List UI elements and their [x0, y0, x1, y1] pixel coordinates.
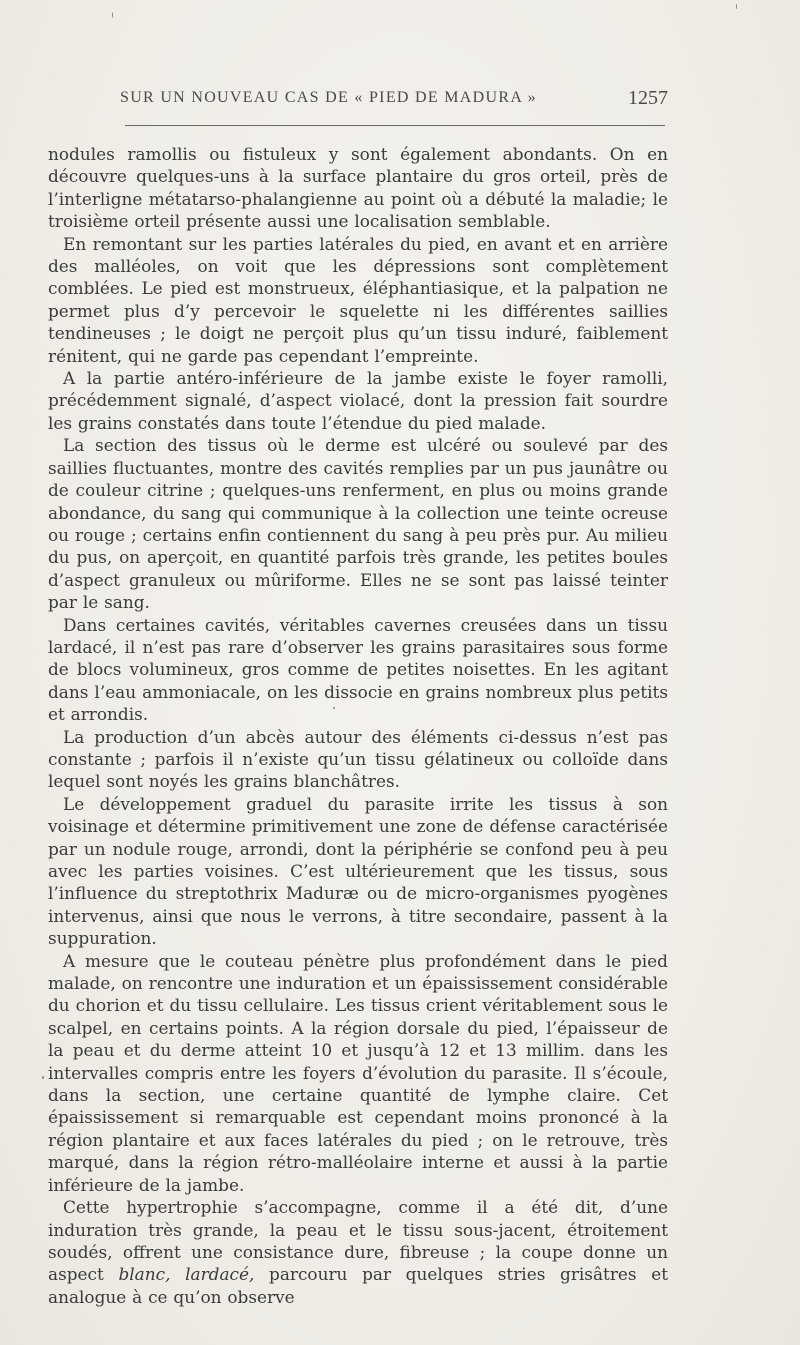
paragraph: A mesure que le couteau pénètre plus profondément dans le pied malade, on rencontre une induration et un épaississement considérable du chorion et du tissu cellulaire. Les tissus crient véritablement sous le scalpel, en certains points. A la région dorsale du pied, l’épaisseur de la peau et du derme atteint 10 et jusqu’à 12 et 13 millim. dans les intervalles compris entre les foyers d’évolution du parasite. Il s’écoule, dans la section, une certaine quantité de lymphe claire. Cet épaississement si remarquable est cependant moins prononcé à la région plantaire et aux faces latérales du pied ; on le retrouve, très marqué, dans la région rétro-malléolaire interne et aussi à la partie inférieure de la jambe.: [48, 950, 668, 1195]
paper-speck: [112, 12, 113, 18]
paper-speck: [736, 4, 737, 9]
paper-speck: [42, 1076, 44, 1079]
text-before-italic: Cette hypertrophie s’accompagne, comme il a été dit, d’une induration très grande, la peau et le tissu sous-jacent, étroitement soudés, offrent une consistance dure, fibreuse ; la coupe donne un aspect: [48, 1197, 668, 1285]
paragraph: En remontant sur les parties latérales du pied, en avant et en arrière des malléoles, on voit que les dépressions sont complètement comblées. Le pied est monstrueux, éléphantiasique, et la palpation ne permet plus d’y percevoir le squelette ni les différentes saillies tendineuses ; le doigt ne perçoit plus qu’un tissu induré, faiblement rénitent, qui ne garde pas cependant l’empreinte.: [48, 233, 668, 366]
text-after-italic: parcouru par quelques stries grisâtres et analogue à ce qu’on observe: [48, 1264, 668, 1307]
paragraph: Le développement graduel du parasite irrite les tissus à son voisinage et détermine primitivement une zone de défense caractérisée par un nodule rouge, arrondi, dont la périphérie se confond peu à peu avec les parties voisines. C’est ultérieurement que les tissus, sous l’influence du streptothrix Maduræ ou de micro-organismes pyogènes intervenus, ainsi que nous le verrons, à titre secondaire, passent à la suppuration.: [48, 793, 668, 949]
paragraph-last: [48, 1196, 668, 1308]
paragraph: La production d’un abcès autour des éléments ci-dessus n’est pas constante ; parfois il n’existe qu’un tissu gélatineux ou colloïde dans lequel sont noyés les grains blanchâtres.: [48, 726, 668, 792]
paragraph: nodules ramollis ou fistuleux y sont également abondants. On en découvre quelques-uns à la surface plantaire du gros orteil, près de l’interligne métatarso-phalangienne au point où a débuté la maladie; le troisième orteil présente aussi une localisation semblable.: [48, 144, 668, 232]
running-head: [48, 87, 668, 117]
running-title: SUR UN NOUVEAU CAS DE « PIED DE MADURA »: [120, 89, 537, 106]
header-rule: [125, 125, 665, 126]
italic-phrase: blanc, lardacé,: [118, 1264, 255, 1285]
paper-speck: [333, 707, 335, 709]
page-number: 1257: [628, 87, 668, 109]
body-text: [48, 143, 668, 1308]
paragraph: La section des tissus où le derme est ulcéré ou soulevé par des saillies fluctuantes, montre des cavités remplies par un pus jaunâtre ou de couleur citrine ; quelques-uns renferment, en plus ou moins grande abondance, du sang qui communique à la collection une teinte ocreuse ou rouge ; certains enfin contiennent du sang à peu près pur. Au milieu du pus, on aperçoit, en quantité parfois très grande, les petites boules d’aspect granuleux ou mûriforme. Elles ne se sont pas laissé teinter par le sang.: [48, 435, 668, 613]
paragraph: A la partie antéro-inférieure de la jambe existe le foyer ramolli, précédemment signalé, d’aspect violacé, dont la pression fait sourdre les grains constatés dans toute l’étendue du pied malade.: [48, 368, 668, 433]
paragraph: Dans certaines cavités, véritables cavernes creusées dans un tissu lardacé, il n’est pas rare d’observer les grains parasitaires sous forme de blocs volumineux, gros comme de petites noisettes. En les agitant dans l’eau ammoniacale, on les dissocie en grains nombreux plus petits et arrondis.: [48, 614, 668, 725]
